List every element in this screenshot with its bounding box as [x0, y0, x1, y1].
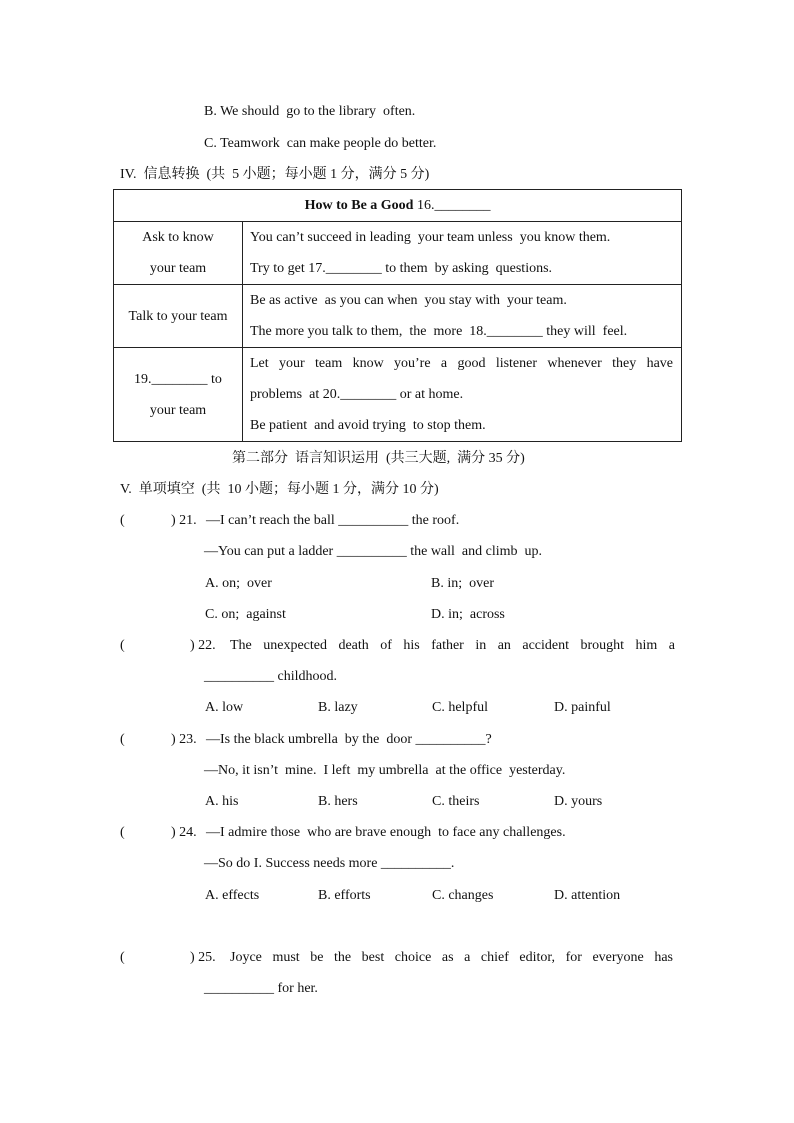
question-number: ) 24.	[171, 825, 197, 840]
row-label	[114, 348, 243, 442]
q23-line1: —Is the black umbrella by the door __________?	[206, 732, 492, 747]
q23-option-d: D. yours	[554, 794, 603, 809]
table-title	[114, 190, 682, 222]
row-content-line: problems at 20.________ or at home.	[250, 387, 464, 402]
q24-option-a: A. effects	[205, 888, 260, 903]
row-content-line: You can’t succeed in leading your team unless you know them.	[250, 230, 611, 245]
q21-line1: —I can’t reach the ball __________ the roof.	[206, 513, 460, 528]
q23-option-c: C. theirs	[432, 794, 480, 809]
row-content-line: Let your team know you’re a good listener whenever they have	[250, 356, 674, 371]
q22-line1: The unexpected death of his father in an accident brought him a	[230, 638, 675, 653]
q25-line1: Joyce must be the best choice as a chief editor, for everyone has	[230, 950, 673, 965]
q24-line1: —I admire those who are brave enough to face any challenges.	[206, 825, 566, 840]
q21-option-b: B. in; over	[431, 576, 494, 591]
row-content	[243, 222, 682, 285]
row-content	[243, 348, 682, 442]
q25-line2: __________ for her.	[204, 981, 318, 996]
row-label	[114, 285, 243, 348]
row-content-line: Be patient and avoid trying to stop them.	[250, 418, 486, 433]
table-title-text: How to Be a Good	[304, 198, 417, 213]
question-number: ) 21.	[171, 513, 197, 528]
q22-line2: __________ childhood.	[204, 669, 337, 684]
q21-option-c: C. on; against	[205, 607, 286, 622]
answer-bracket-open: (	[120, 513, 125, 528]
blank-16: 16.________	[416, 198, 491, 213]
q22-option-a: A. low	[205, 700, 244, 715]
answer-bracket-open: (	[120, 732, 125, 747]
q21-option-d: D. in; across	[431, 607, 505, 622]
q22-option-b: B. lazy	[318, 700, 358, 715]
row-label-line: Talk to your team	[128, 308, 228, 324]
q23-option-b: B. hers	[318, 794, 358, 809]
row-label-line: 19.________ to	[134, 371, 222, 387]
q21-line2: —You can put a ladder __________ the wall and climb up.	[204, 544, 543, 559]
option-c-text: C. Teamwork can make people do better.	[204, 136, 437, 151]
section-4-heading: IV. 信息转换 (共 5 小题；每小题 1 分，满分 5 分)	[120, 167, 430, 182]
row-content-line: The more you talk to them, the more 18.________ they will feel.	[250, 324, 628, 339]
q24-option-c: C. changes	[432, 888, 494, 903]
q23-line2: —No, it isn’t mine. I left my umbrella at the office yesterday.	[204, 763, 566, 778]
table-row	[114, 222, 682, 285]
question-number: ) 25.	[190, 950, 216, 965]
q22-option-c: C. helpful	[432, 700, 488, 715]
answer-bracket-open: (	[120, 825, 125, 840]
row-label	[114, 222, 243, 285]
information-transfer-table	[113, 189, 682, 442]
row-label-line: your team	[149, 261, 207, 276]
table-row	[114, 348, 682, 442]
q21-option-a: A. on; over	[205, 576, 272, 591]
part-2-heading: 第二部分 语言知识运用 (共三大题, 满分 35 分)	[232, 451, 525, 466]
row-content	[243, 285, 682, 348]
row-content-line: Try to get 17.________ to them by asking questions.	[250, 261, 553, 276]
q22-option-d: D. painful	[554, 700, 611, 715]
answer-bracket-open: (	[120, 638, 125, 653]
row-label-line: Ask to know	[142, 230, 214, 245]
q24-line2: —So do I. Success needs more __________.	[204, 856, 455, 871]
row-content-line: Be as active as you can when you stay with your team.	[250, 293, 567, 308]
q23-option-a: A. his	[205, 794, 239, 809]
option-b-text: B. We should go to the library often.	[204, 104, 416, 119]
table-row	[114, 285, 682, 348]
q24-option-d: D. attention	[554, 888, 621, 903]
question-number: ) 23.	[171, 732, 197, 747]
q24-option-b: B. efforts	[318, 888, 371, 903]
answer-bracket-open: (	[120, 950, 125, 965]
question-number: ) 22.	[190, 638, 216, 653]
row-label-line: your team	[149, 402, 207, 418]
section-5-heading: V. 单项填空 (共 10 小题；每小题 1 分，满分 10 分)	[120, 482, 439, 497]
